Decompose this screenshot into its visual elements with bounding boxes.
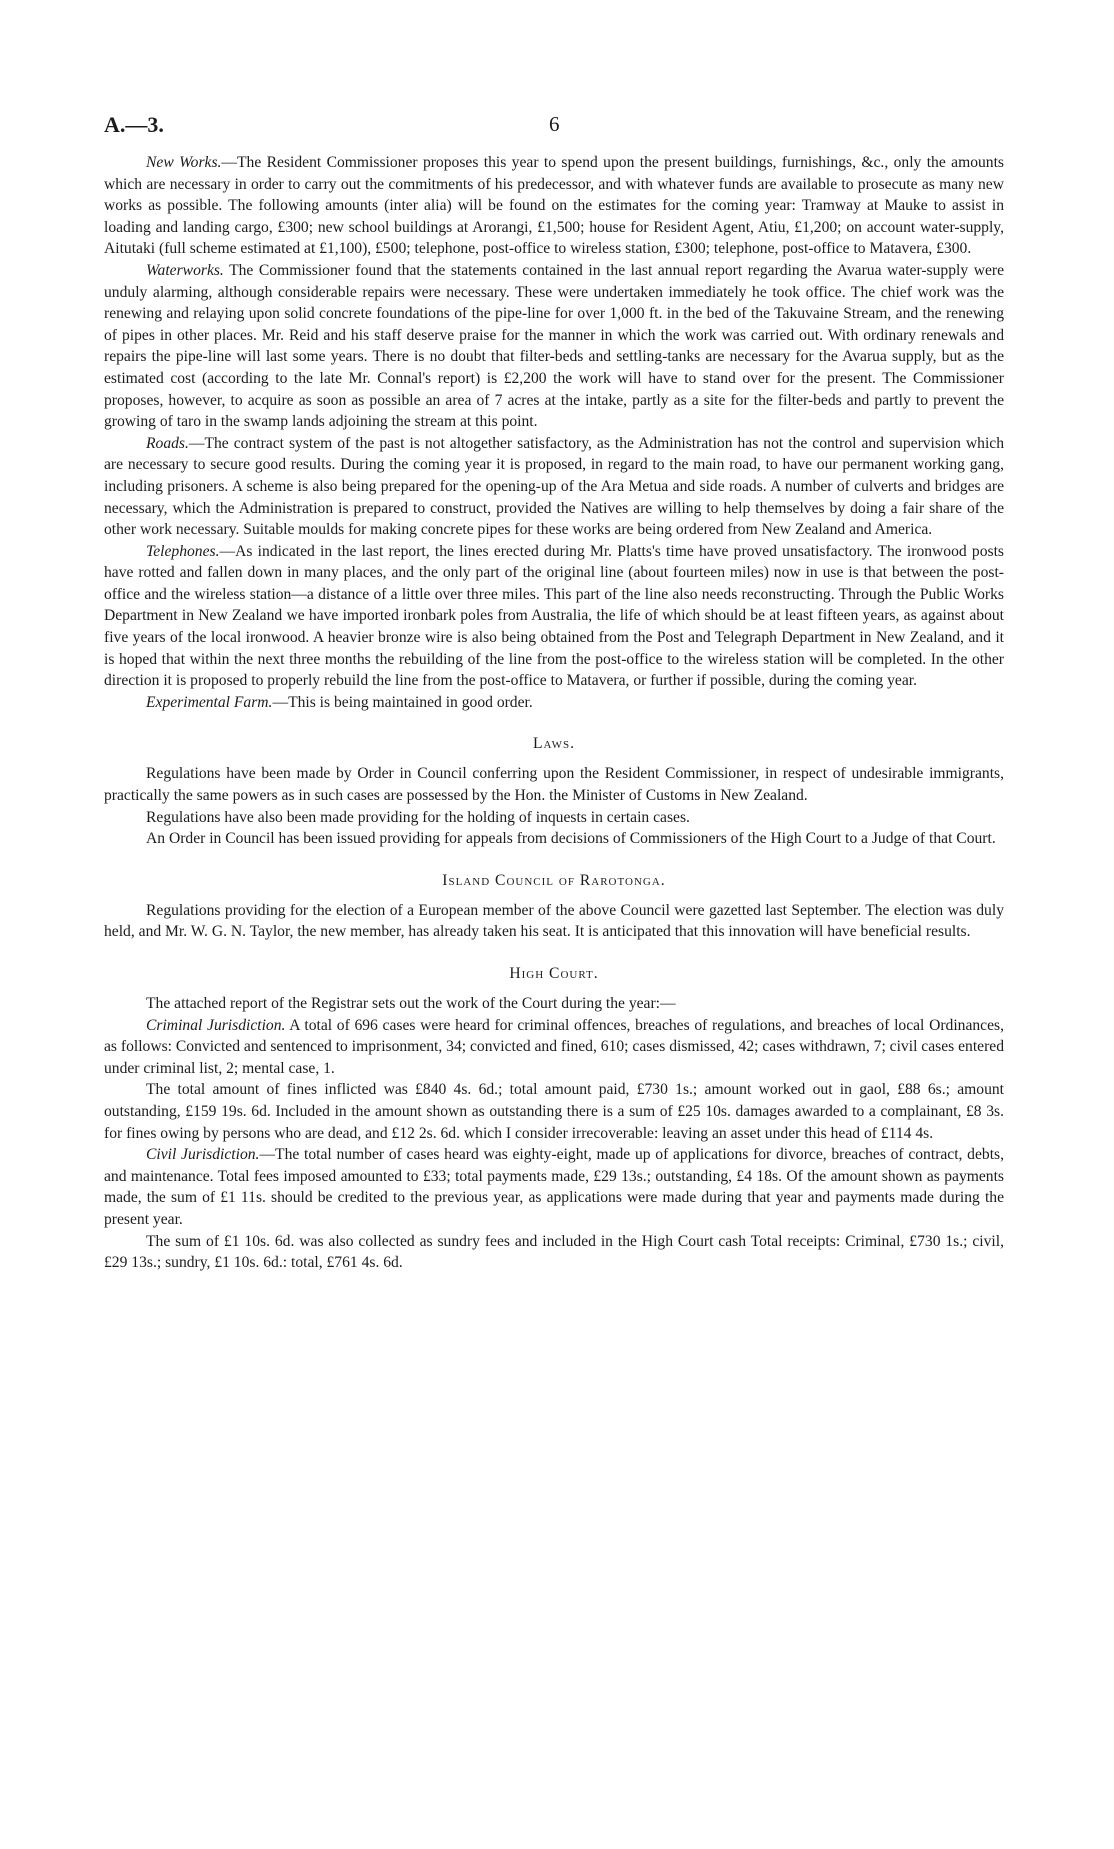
paragraph-island-council: Regulations providing for the election of a European member of the above Council were gazetted last September. The election was duly held, and Mr. W. G. N. Taylor, the new member, has already taken his seat. It is anticipated that this innovation will have beneficial results. bbox=[104, 901, 1004, 941]
section-heading-laws: Laws. bbox=[533, 735, 575, 753]
lead-roads: Roads. bbox=[146, 434, 189, 452]
section-heading-island-council: Island Council of Rarotonga. bbox=[442, 871, 666, 889]
page-number: 6 bbox=[549, 112, 560, 136]
lead-new-works: New Works. bbox=[146, 154, 222, 171]
lead-experimental-farm: Experimental Farm. bbox=[146, 693, 273, 711]
paragraph-fines: The total amount of fines inflicted was £840 4s. 6d.; total amount paid, £730 1s.; amount worked out in gaol, £88 6s.; amount outstanding, £159 19s. 6d. Included in the amount shown as outstanding there is a sum of £25 10s. damages awarded to a complainant, £8 3s. for fines owing by persons who are dead, and £12 2s. 6d. which I consider irrecoverable: leaving an asset under this head of £114 4s. bbox=[104, 1081, 1004, 1142]
lead-civil-jurisdiction: Civil Jurisdiction. bbox=[146, 1146, 260, 1164]
paragraph-civil-jurisdiction: Civil Jurisdiction.—The total number of cases heard was eighty-eight, made up of applications for divorce, breaches of contract, debts, and maintenance. Total fees imposed amounted to £33; total payments made, £29 13s.; outstanding, £4 18s. Of the amount shown as payments made, the sum of £1 11s. should be credited to the previous year, as applications were made during that year and payments made during the present year. bbox=[104, 1146, 1004, 1228]
paragraph-laws-2: Regulations have also been made providing for the holding of inquests in certain cases. bbox=[146, 808, 690, 826]
paragraph-criminal-jurisdiction: Criminal Jurisdiction. A total of 696 cases were heard for criminal offences, breaches of regulations, and breaches of local Ordinances, as follows: Convicted and sentenced to imprisonment, 34; convicted and fined, 610; cases dismissed, 42; cases withdrawn, 7; civil cases entered under criminal list, 2; mental case, 1. bbox=[104, 1016, 1004, 1077]
paragraph-telephones: Telephones.—As indicated in the last report, the lines erected during Mr. Platts's time have proved unsatisfactory. The ironwood posts have rotted and fallen down in many places, and the only part of the original line (about fourteen miles) now in use is that between the post-office and the wireless station—a distance of a little over three miles. This part of the line also needs reconstructing. Through the Public Works Department in New Zealand we have imported ironbark poles from Australia, the life of which should be at least fifteen years, as against about five years of the local ironwood. A heavier bronze wire is also being obtained from the Post and Telegraph Department in New Zealand, and it is hoped that within the next three months the rebuilding of the line from the post-office to the wireless station will be completed. In the other direction it is proposed to properly rebuild the line from the post-office to Matavera, or further if possible, during the coming year. bbox=[104, 542, 1004, 690]
paragraph-sundry-fees: The sum of £1 10s. 6d. was also collected as sundry fees and included in the High Court cash Total receipts: Criminal, £730 1s.; civil, £29 13s.; sundry, £1 10s. 6d.: total, £761 4s. 6d. bbox=[104, 1232, 1004, 1272]
paragraph-roads: Roads.—The contract system of the past is not altogether satisfactory, as the Administration has not the control and supervision which are necessary to secure good results. During the coming year it is proposed, in regard to the main road, to have our permanent working gang, including prisoners. A scheme is also being prepared for the opening-up of the Ara Metua and side roads. A number of culverts and bridges are necessary, which the Administration is prepared to construct, provided the Natives are willing to help themselves by doing a fair share of the other work necessary. Suitable moulds for making concrete pipes for these works are being ordered from New Zealand and America. bbox=[104, 434, 1004, 539]
page-header bbox=[104, 112, 1004, 152]
high-court-section bbox=[104, 965, 1004, 1274]
paragraph-high-court-intro: The attached report of the Registrar sets out the work of the Court during the year:— bbox=[146, 995, 676, 1012]
document-page bbox=[104, 112, 1004, 1274]
works-section bbox=[104, 152, 1004, 713]
paragraph-laws-1: Regulations have been made by Order in Council conferring upon the Resident Commissioner, in respect of undesirable immigrants, practically the same powers as in such cases are possessed by the Hon. the Minister of Customs in New Zealand. bbox=[104, 765, 1004, 805]
paragraph-experimental-farm: Experimental Farm.—This is being maintained in good order. bbox=[146, 693, 533, 711]
paragraph-new-works: New Works.—The Resident Commissioner proposes this year to spend upon the present buildings, furnishings, &c., only the amounts which are necessary in order to carry out the commitments of his predecessor, and with whatever funds are available to prosecute as many new works as possible. The following amounts (inter alia) will be found on the estimates for the coming year: Tramway at Mauke to assist in loading and landing cargo, £300; new school buildings at Arorangi, £1,500; house for Resident Agent, Atiu, £1,200; on account water-supply, Aitutaki (full scheme estimated at £1,100), £500; telephone, post-office to wireless station, £300; telephone, post-office to Matavera, £300. bbox=[104, 154, 1004, 258]
lead-waterworks: Waterworks. bbox=[146, 261, 224, 279]
island-council-section bbox=[104, 872, 1004, 943]
paragraph-laws-3: An Order in Council has been issued providing for appeals from decisions of Commissioners of the High Court to a Judge of that Court. bbox=[146, 830, 996, 848]
lead-criminal-jurisdiction: Criminal Jurisdiction. bbox=[146, 1016, 286, 1034]
lead-telephones: Telephones. bbox=[146, 542, 220, 560]
document-reference: A.—3. bbox=[104, 112, 164, 137]
laws-section bbox=[104, 735, 1004, 849]
paragraph-waterworks: Waterworks. The Commissioner found that the statements contained in the last annual report regarding the Avarua water-supply were unduly alarming, although considerable repairs were necessary. These were undertaken immediately he took office. The chief work was the renewing and relaying upon solid concrete foundations of the pipe-line for over 1,000 ft. in the bed of the Takuvaine Stream, and the renewing of pipes in other places. Mr. Reid and his staff deserve praise for the manner in which the work was carried out. With ordinary renewals and repairs the pipe-line will last some years. There is no doubt that filter-beds and settling-tanks are necessary for the Avarua supply, but as the estimated cost (according to the late Mr. Connal's report) is £2,200 the work will have to stand over for the present. The Commissioner proposes, however, to acquire as soon as possible an area of 7 acres at the intake, partly as a site for the filter-beds and partly to prevent the growing of taro in the swamp lands adjoining the stream at this point. bbox=[104, 261, 1004, 431]
section-heading-high-court: High Court. bbox=[509, 965, 599, 982]
